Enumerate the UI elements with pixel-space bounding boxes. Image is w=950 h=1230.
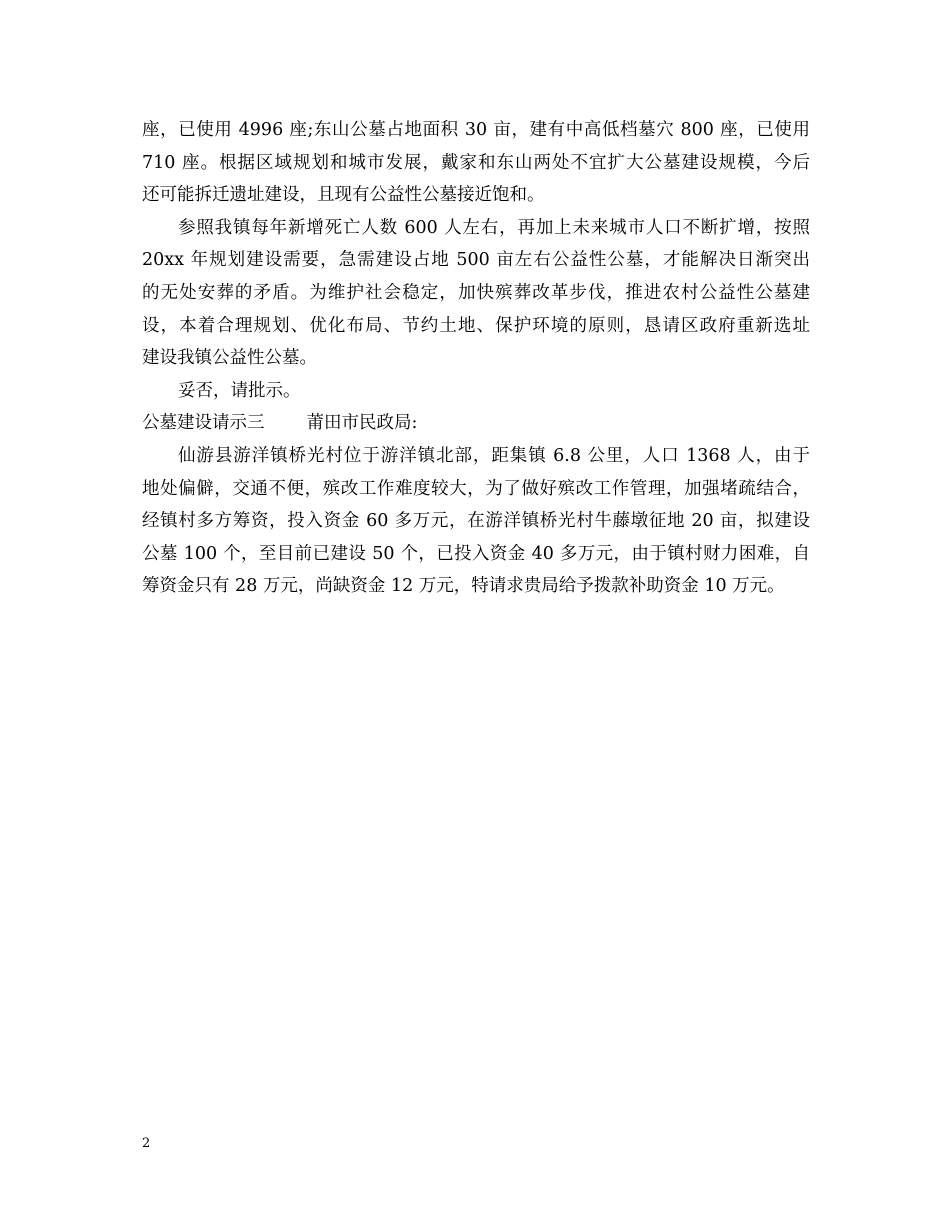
text-line: 座，已使用 4996 座;东山公墓占地面积 30 亩，建有中高低档墓穴 800 座，已使用	[142, 120, 810, 140]
paragraph-cemetery-capacity	[142, 114, 810, 212]
text-line: 公墓 100 个，至目前已建设 50 个，已投入资金 40 多万元，由于镇村财力困难，自	[142, 543, 810, 564]
paragraph-funding-request	[142, 440, 810, 603]
text-line: 参照我镇每年新增死亡人数 600 人左右，再加上未来城市人口不断扩增，按照	[178, 217, 810, 238]
section-title: 公墓建设请示三	[142, 413, 265, 434]
section-heading	[142, 407, 810, 440]
text-line: 筹资金只有 28 万元，尚缺资金 12 万元，特请求贵局给予拨款补助资金 10 万元。	[142, 576, 785, 597]
addressee: 莆田市民政局:	[306, 413, 418, 434]
text-line: 还可能拆迁遗址建设，且现有公益性公墓接近饱和。	[142, 185, 545, 206]
text-line: 经镇村多方筹资，投入资金 60 多万元，在游洋镇桥光村牛藤墩征地 20 亩，拟建设	[142, 511, 810, 532]
text-line: 地处偏僻，交通不便，殡改工作难度较大，为了做好殡改工作管理，加强堵疏结合，	[142, 478, 810, 499]
text-line: 建设我镇公益性公墓。	[142, 348, 317, 369]
text-line: 设，本着合理规划、优化布局、节约土地、保护环境的原则，恳请区政府重新选址	[142, 315, 810, 336]
text-line: 的无处安葬的矛盾。为维护社会稳定，加快殡葬改革步伐，推进农村公益性公墓建	[142, 282, 810, 303]
text-line: 20xx 年规划建设需要，急需建设占地 500 亩左右公益性公墓，才能解决日渐突出	[142, 250, 810, 271]
page-number: 2	[142, 1136, 151, 1151]
text-line: 仙游县游洋镇桥光村位于游洋镇北部，距集镇 6.8 公里，人口 1368 人，由于	[178, 445, 810, 466]
document-body	[142, 114, 810, 603]
closing-line: 妥否，请批示。	[178, 380, 301, 401]
text-line: 710 座。根据区域规划和城市发展，戴家和东山两处不宜扩大公墓建设规模，今后	[142, 152, 810, 173]
paragraph-new-cemetery-request	[142, 212, 810, 375]
